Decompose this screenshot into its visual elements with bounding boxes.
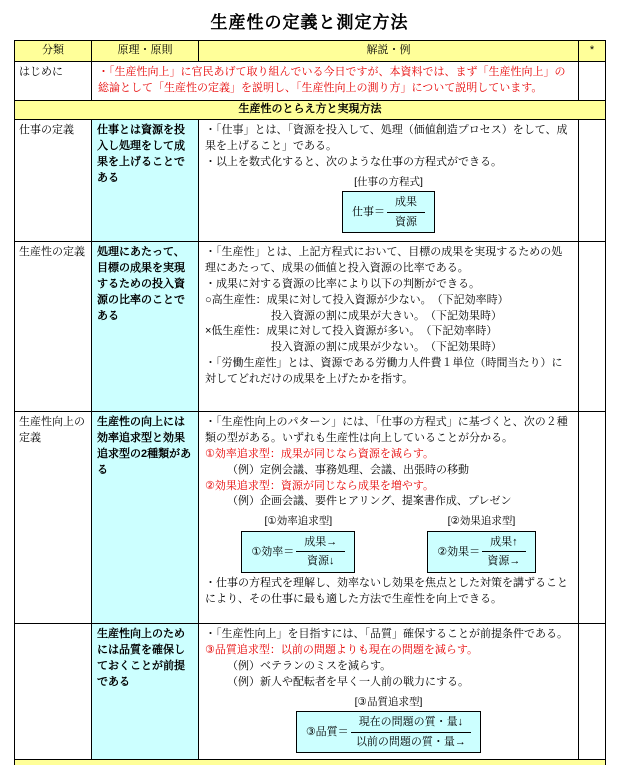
header-principle: 原理・原則 <box>92 41 199 62</box>
work-category-cell: 仕事の定義 <box>15 119 92 241</box>
work-equation-denominator: 資源 <box>395 215 417 228</box>
quality-equation-label: [③品質追求型] <box>354 695 423 708</box>
section-band-title: 生産性のとらえ方と実現方法 <box>15 100 606 119</box>
partial-next-section-row <box>15 759 606 765</box>
improvement-definition-row <box>15 411 606 623</box>
quality-equation-box <box>296 711 481 754</box>
quality-bullet-1: ・「生産性向上」を目指すには、「品質」確保することが前提条件である。 <box>205 627 568 640</box>
productivity-bullet-3: ・「労働生産性」とは、資源である労働力人件費１単位（時間当たり）に対してどれだけの成果を上げたかを指す。 <box>205 357 563 386</box>
effect-equation-lhs: ②効果＝ <box>437 545 481 558</box>
work-equation-block <box>205 175 572 234</box>
improvement-bullet-1: ・「生産性向上のパターン」には、「仕事の方程式」に基づくと、次の２種類の型がある。いずれも生産性は向上していることが分かる。 <box>205 415 568 444</box>
improvement-note-cell <box>579 411 606 623</box>
page-title: 生産性の定義と測定方法 <box>210 13 409 32</box>
efficiency-type-example: （例）定例会議、事務処理、会議、出張時の移動 <box>227 463 469 476</box>
quality-type-line: ③品質追求型：以前の問題よりも現在の問題を減らす。 <box>205 643 478 656</box>
effect-equation-box <box>427 531 535 574</box>
work-note-cell <box>579 119 606 241</box>
effect-equation-fraction <box>482 535 526 570</box>
work-explanation-cell <box>199 119 579 241</box>
work-principle-cell: 仕事とは資源を投入し処理をして成果を上げることである <box>92 119 199 241</box>
effect-type-example: （例）企画会議、要件ヒアリング、提案書作成、プレゼン <box>227 495 512 508</box>
improvement-category-cell: 生産性向上の定義 <box>15 411 92 623</box>
header-note: * <box>579 41 606 62</box>
intro-note-cell <box>579 61 606 100</box>
work-equation-numerator: 成果 <box>387 195 425 213</box>
efficiency-equation-lhs: ①効率＝ <box>251 545 295 558</box>
work-equation-lhs: 仕事＝ <box>352 205 385 218</box>
productivity-principle-cell: 処理にあたって、目標の成果を実現するための投入資源の比率のことである <box>92 241 199 411</box>
efficiency-equation-fraction <box>296 535 345 570</box>
improvement-bullet-2: ・仕事の方程式を理解し、効率ないし効果を焦点とした対策を講ずることにより、その仕事に最も適した方法で生産性を向上できる。 <box>205 577 568 606</box>
quality-category-cell <box>15 623 92 759</box>
improvement-explanation-cell <box>199 411 579 623</box>
header-explanation: 解説・例 <box>199 41 579 62</box>
quality-explanation-cell <box>199 623 579 759</box>
quality-equation-fraction <box>351 715 472 750</box>
efficiency-equation-denominator: 資源↓ <box>307 555 335 568</box>
work-bullet-1: ・「仕事」とは、「資源を投入して、処理（価値創造プロセス）をして、成果を上げること」である。 <box>205 123 568 152</box>
header-row <box>15 41 606 62</box>
quality-note-cell <box>579 623 606 759</box>
high-productivity-line-2: 投入資源の割に成果が大きい。 （下記効果時） <box>271 309 502 322</box>
effect-equation-label: [②効果追求型] <box>447 515 516 528</box>
intro-category-cell: はじめに <box>15 61 92 100</box>
productivity-explanation-cell <box>199 241 579 411</box>
improvement-equation-pair <box>205 514 572 573</box>
effect-type-line: ②効果追求型：資源が同じなら成果を増やす。 <box>205 479 434 492</box>
quality-premise-row <box>15 623 606 759</box>
improvement-principle-cell: 生産性の向上には効率追求型と効果追求型の2種類がある <box>92 411 199 623</box>
work-equation-label: [仕事の方程式] <box>354 175 423 188</box>
header-category: 分類 <box>15 41 92 62</box>
high-productivity-line-1: ○高生産性：成果に対して投入資源が少ない。 （下記効率時） <box>205 293 509 306</box>
productivity-category-cell: 生産性の定義 <box>15 241 92 411</box>
quality-equation-numerator: 現在の問題の質・量↓ <box>351 715 472 733</box>
productivity-bullet-2: ・成果に対する資源の比率により以下の判断ができる。 <box>205 277 480 290</box>
main-table <box>14 40 606 765</box>
effect-equation-denominator: 資源→ <box>487 555 521 568</box>
work-definition-row <box>15 119 606 241</box>
quality-equation-block <box>205 695 572 754</box>
quality-principle-cell: 生産性向上のためには品質を確保しておくことが前提である <box>92 623 199 759</box>
effect-equation-group <box>427 514 535 573</box>
quality-equation-denominator: 以前の問題の質・量→ <box>355 735 466 748</box>
work-equation-fraction <box>387 195 425 230</box>
quality-equation-lhs: ③品質＝ <box>305 725 349 738</box>
effect-equation-numerator: 成果↑ <box>482 535 526 553</box>
intro-row <box>15 61 606 100</box>
efficiency-equation-box <box>241 531 355 574</box>
partial-next-section-band <box>15 759 606 765</box>
efficiency-equation-numerator: 成果→ <box>296 535 345 553</box>
section-band-row <box>15 100 606 119</box>
efficiency-equation-group <box>241 514 355 573</box>
productivity-note-cell <box>579 241 606 411</box>
low-productivity-line-1: ×低生産性：成果に対して投入資源が多い。 （下記効率時） <box>205 325 498 338</box>
quality-example-1: （例）ベテランのミスを減らす。 <box>227 659 392 672</box>
quality-example-2: （例）新人や配転者を早く一人前の戦力にする。 <box>227 675 469 688</box>
work-equation-box <box>342 191 435 234</box>
productivity-bullet-1: ・「生産性」とは、上記方程式において、目標の成果を実現するための処理にあたって、成果の価値と投入資源の比率である。 <box>205 245 563 274</box>
intro-text: ・「生産性向上」に官民あげて取り組んでいる今日ですが、本資料では、まず「生産性向上」の総論として「生産性の定義」を説明し、「生産性向上の測り方」について説明しています。 <box>92 61 579 100</box>
efficiency-type-line: ①効率追求型：成果が同じなら資源を減らす。 <box>205 447 434 460</box>
low-productivity-line-2: 投入資源の割に成果が少ない。 （下記効果時） <box>271 341 502 354</box>
work-bullet-2: ・以上を数式化すると、次のような仕事の方程式ができる。 <box>205 155 502 168</box>
productivity-definition-row <box>15 241 606 411</box>
efficiency-equation-label: [①効率追求型] <box>264 515 333 528</box>
